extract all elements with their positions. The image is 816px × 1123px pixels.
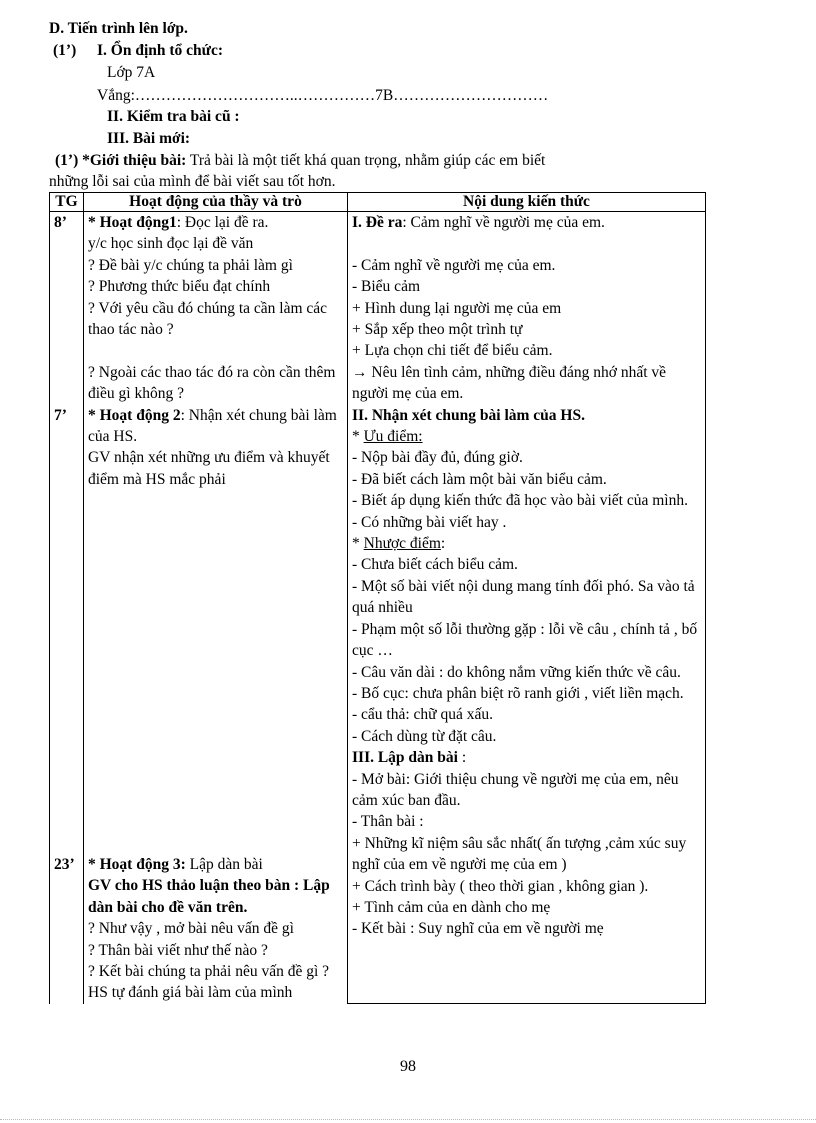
- content-line: - Mở bài: Giới thiệu chung về người mẹ của em, nêu cảm xúc ban đầu.: [352, 770, 679, 809]
- table-row: [50, 212, 706, 1004]
- activity-line: ? Phương thức biểu đạt chính: [88, 278, 271, 296]
- activity-2-line: * Hoạt động 2: Nhận xét chung bài làm của HS.: [88, 406, 337, 446]
- content-line: + Những kĩ niệm sâu sắc nhất( ấn tượng ,cảm xúc suy nghĩ của em về người mẹ của em ): [352, 834, 687, 874]
- intro-line: [55, 151, 545, 171]
- content-line: + Hình dung lại người mẹ của em: [352, 299, 562, 317]
- time-value: 7’: [54, 406, 67, 424]
- content-line: - cẩu thả: chữ quá xấu.: [352, 706, 493, 724]
- content-line: - Biết áp dụng kiến thức đã học vào bài viết của mình.: [352, 492, 688, 510]
- content-line: - Nộp bài đầy đủ, đúng giờ.: [352, 449, 523, 467]
- activity-line: ? Thân bài viết như thế nào ?: [88, 941, 268, 959]
- content-line: → Nêu lên tình cảm, những điều đáng nhớ nhất về người mẹ của em.: [352, 363, 667, 403]
- content-line: + Lựa chọn chi tiết để biểu cảm.: [352, 342, 553, 360]
- activity-line: ? Đề bài y/c chúng ta phải làm gì: [88, 256, 293, 274]
- content-1-line: I. Đề ra: Cảm nghĩ về người mẹ của em.: [352, 214, 605, 231]
- intro-label: *Giới thiệu bài:: [82, 152, 187, 169]
- header-content: Nội dung kiến thức: [348, 193, 706, 212]
- content-line: - Chưa biết cách biểu cảm.: [352, 556, 518, 574]
- content-line: + Sắp xếp theo một trình tự: [352, 321, 523, 339]
- content-line: - Bố cục: chưa phân biệt rõ ranh giới , viết liền mạch.: [352, 684, 684, 702]
- stability-time: (1’): [53, 42, 77, 59]
- activity-line: GV nhận xét những ưu điểm và khuyết điểm mà HS mắc phải: [88, 449, 330, 488]
- header-time: TG: [50, 193, 84, 212]
- time-cell: [50, 212, 84, 1004]
- content-line: - Câu văn dài : do không nắm vững kiến thức về câu.: [352, 663, 681, 681]
- activity-line: HS tự đánh giá bài làm của mình: [88, 984, 293, 1002]
- lesson-table: [49, 192, 706, 1004]
- page-number: 98: [400, 1058, 416, 1075]
- content-line: - Biểu cảm: [352, 278, 421, 296]
- content-line: - Phạm một số lỗi thường gặp : lỗi về câu , chính tả , bố cục …: [352, 620, 698, 660]
- time-value: 8’: [54, 214, 67, 231]
- content-line: * Ưu điểm:: [352, 428, 423, 446]
- activity-line: y/c học sinh đọc lại đề văn: [88, 235, 254, 253]
- stability-title: I. Ổn định tổ chức:: [97, 42, 224, 59]
- table-header-row: [50, 193, 706, 212]
- page-bottom-divider: [0, 1119, 816, 1120]
- content-line: - Cách dùng từ đặt câu.: [352, 727, 497, 745]
- absent-line: Vắng:…………………………..……………7B…………………………: [97, 87, 549, 104]
- section-heading: D. Tiến trình lên lớp.: [49, 20, 188, 37]
- intro-text-continued: những lỗi sai của mình để bài viết sau tốt hơn.: [49, 173, 336, 190]
- content-line: - Một số bài viết nội dung mang tính đối phó. Sa vào tả quá nhiều: [352, 577, 695, 617]
- new-lesson-title: III. Bài mới:: [107, 130, 191, 147]
- activity-line: ? Ngoài các thao tác đó ra còn cần thêm điều gì không ?: [88, 363, 336, 403]
- activity-1-line: * Hoạt động1: Đọc lại đề ra.: [88, 214, 269, 231]
- activity-cell: [84, 212, 348, 1004]
- header-activity: Hoạt động của thầy và trò: [84, 193, 348, 212]
- content-line: - Đã biết cách làm một bài văn biểu cảm.: [352, 470, 607, 488]
- activity-line: ? Kết bài chúng ta phải nêu vấn đề gì ?: [88, 962, 330, 980]
- content-line: * Nhược điểm:: [352, 535, 446, 553]
- content-line: - Cảm nghĩ về người mẹ của em.: [352, 256, 556, 274]
- content-line: - Kết bài : Suy nghĩ của em về người mẹ: [352, 920, 604, 938]
- old-lesson-check-title: II. Kiểm tra bài cũ :: [107, 108, 240, 125]
- intro-time: (1’): [55, 152, 79, 169]
- class-line: Lớp 7A: [107, 64, 156, 81]
- content-line: + Cách trình bày ( theo thời gian , không gian ).: [352, 877, 649, 895]
- activity-line: GV cho HS thảo luận theo bàn : Lập dàn bài cho đề văn trên.: [88, 877, 330, 916]
- content-line: - Có những bài viết hay .: [352, 513, 507, 531]
- intro-text: Trả bài là một tiết khá quan trọng, nhằm giúp các em biết: [189, 152, 546, 169]
- content-line: - Thân bài :: [352, 813, 424, 831]
- content-cell: [348, 212, 706, 1004]
- time-value: 23’: [54, 855, 75, 873]
- activity-line: ? Như vậy , mở bài nêu vấn đề gì: [88, 920, 294, 938]
- content-3-line: III. Lập dàn bài :: [352, 749, 467, 767]
- content-line: + Tình cảm của en dành cho mẹ: [352, 898, 551, 916]
- activity-3-line: * Hoạt động 3: Lập dàn bài: [88, 855, 263, 873]
- content-line: II. Nhận xét chung bài làm của HS.: [352, 406, 585, 424]
- activity-line: ? Với yêu cầu đó chúng ta cần làm các thao tác nào ?: [88, 299, 328, 339]
